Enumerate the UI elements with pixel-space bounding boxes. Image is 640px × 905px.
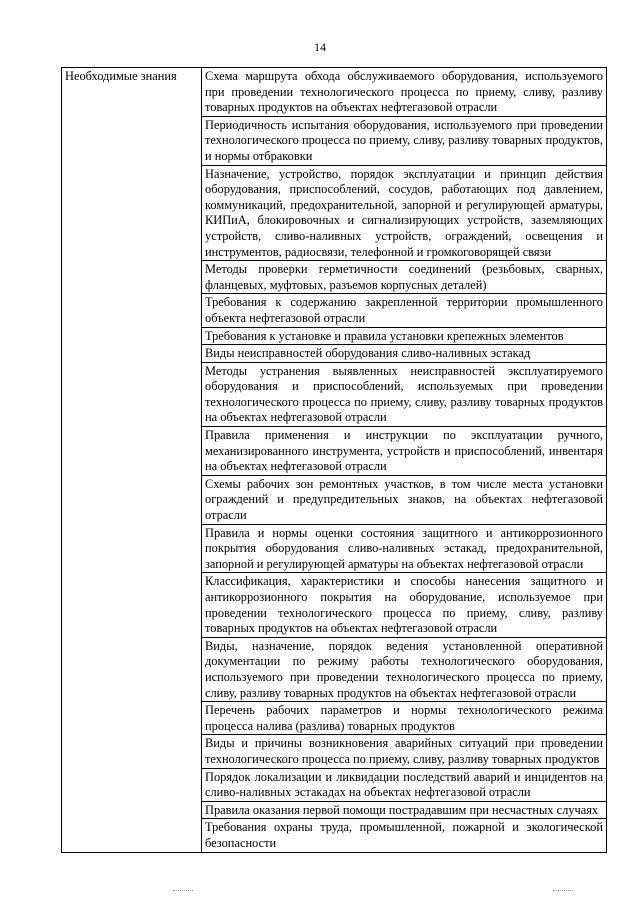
- knowledge-item: Требования охраны труда, промышленной, пожарной и экологической безопасности: [202, 819, 607, 852]
- knowledge-item: Правила применения и инструкции по эксплуатации ручного, механизированного инструмента, устройств и приспособлений, инвентаря на объектах нефтегазовой отрасли: [202, 427, 607, 476]
- table-row: [62, 68, 607, 117]
- knowledge-item: Схема маршрута обхода обслуживаемого оборудования, используемого при проведении технологического процесса по приему, сливу, разливу товарных продуктов на объектах нефтегазовой отрасли: [202, 68, 607, 117]
- knowledge-item: Порядок локализации и ликвидации последствий аварий и инцидентов на сливо-наливных эстакадах на объектах нефтегазовой отрасли: [202, 768, 607, 801]
- knowledge-item: Назначение, устройство, порядок эксплуатации и принцип действия оборудования, приспособлений, сосудов, работающих под давлением, коммуникаций, предохранительной, запорной и регулирующей арматуры, КИПиА, блокировочных и сигнализирующих устройств, заземляющих устройств, сливо-наливных устройств, ограждений, освещения и инструментов, радиосвязи, телефонной и громкоговорящей связи: [202, 165, 607, 261]
- knowledge-item: Виды и причины возникновения аварийных ситуаций при проведении технологического процесса по приему, сливу, разливу товарных продуктов: [202, 735, 607, 768]
- scan-mark-left: [173, 890, 193, 891]
- scan-mark-right: [553, 890, 573, 891]
- knowledge-item: Правила и нормы оценки состояния защитного и антикоррозионного покрытия оборудования сливо-наливных эстакад, предохранительной, запорной и регулирующей арматуры на объектах нефтегазовой отрасли: [202, 524, 607, 573]
- knowledge-item: Методы устранения выявленных неисправностей эксплуатируемого оборудования и приспособлений, используемых при проведении технологического процесса по приему, сливу, разливу товарных продуктов на объектах нефтегазовой отрасли: [202, 362, 607, 426]
- knowledge-item: Методы проверки герметичности соединений (резьбовых, сварных, фланцевых, муфтовых, разъемов корпусных деталей): [202, 261, 607, 294]
- knowledge-item: Правила оказания первой помощи пострадавшим при несчастных случаях: [202, 801, 607, 819]
- knowledge-item: Классификация, характеристики и способы нанесения защитного и антикоррозионного покрытия на оборудование, используемое при проведении технологического процесса по приему, сливу, разливу товарных продуктов на объектах нефтегазовой отрасли: [202, 573, 607, 637]
- knowledge-item: Периодичность испытания оборудования, используемого при проведении технологического процесса по приему, сливу, разливу товарных продуктов, и нормы отбраковки: [202, 116, 607, 165]
- knowledge-item: Виды, назначение, порядок ведения установленной оперативной документации по режиму работы технологического оборудования, используемого при проведении технологического процесса по приему, сливу, разливу товарных продуктов на объектах нефтегазовой отрасли: [202, 637, 607, 701]
- knowledge-item: Перечень рабочих параметров и нормы технологического режима процесса налива (разлива) товарных продуктов: [202, 702, 607, 735]
- knowledge-item: Схемы рабочих зон ремонтных участков, в том числе места установки ограждений и предупредительных знаков, на объектах нефтегазовой отрасли: [202, 475, 607, 524]
- knowledge-item: Виды неисправностей оборудования сливо-наливных эстакад: [202, 345, 607, 363]
- knowledge-item: Требования к содержанию закрепленной территории промышленного объекта нефтегазовой отрасли: [202, 294, 607, 327]
- page-number: 14: [314, 40, 326, 54]
- required-knowledge-table: [61, 67, 607, 853]
- knowledge-item: Требования к установке и правила установки крепежных элементов: [202, 327, 607, 345]
- section-label: Необходимые знания: [62, 68, 202, 853]
